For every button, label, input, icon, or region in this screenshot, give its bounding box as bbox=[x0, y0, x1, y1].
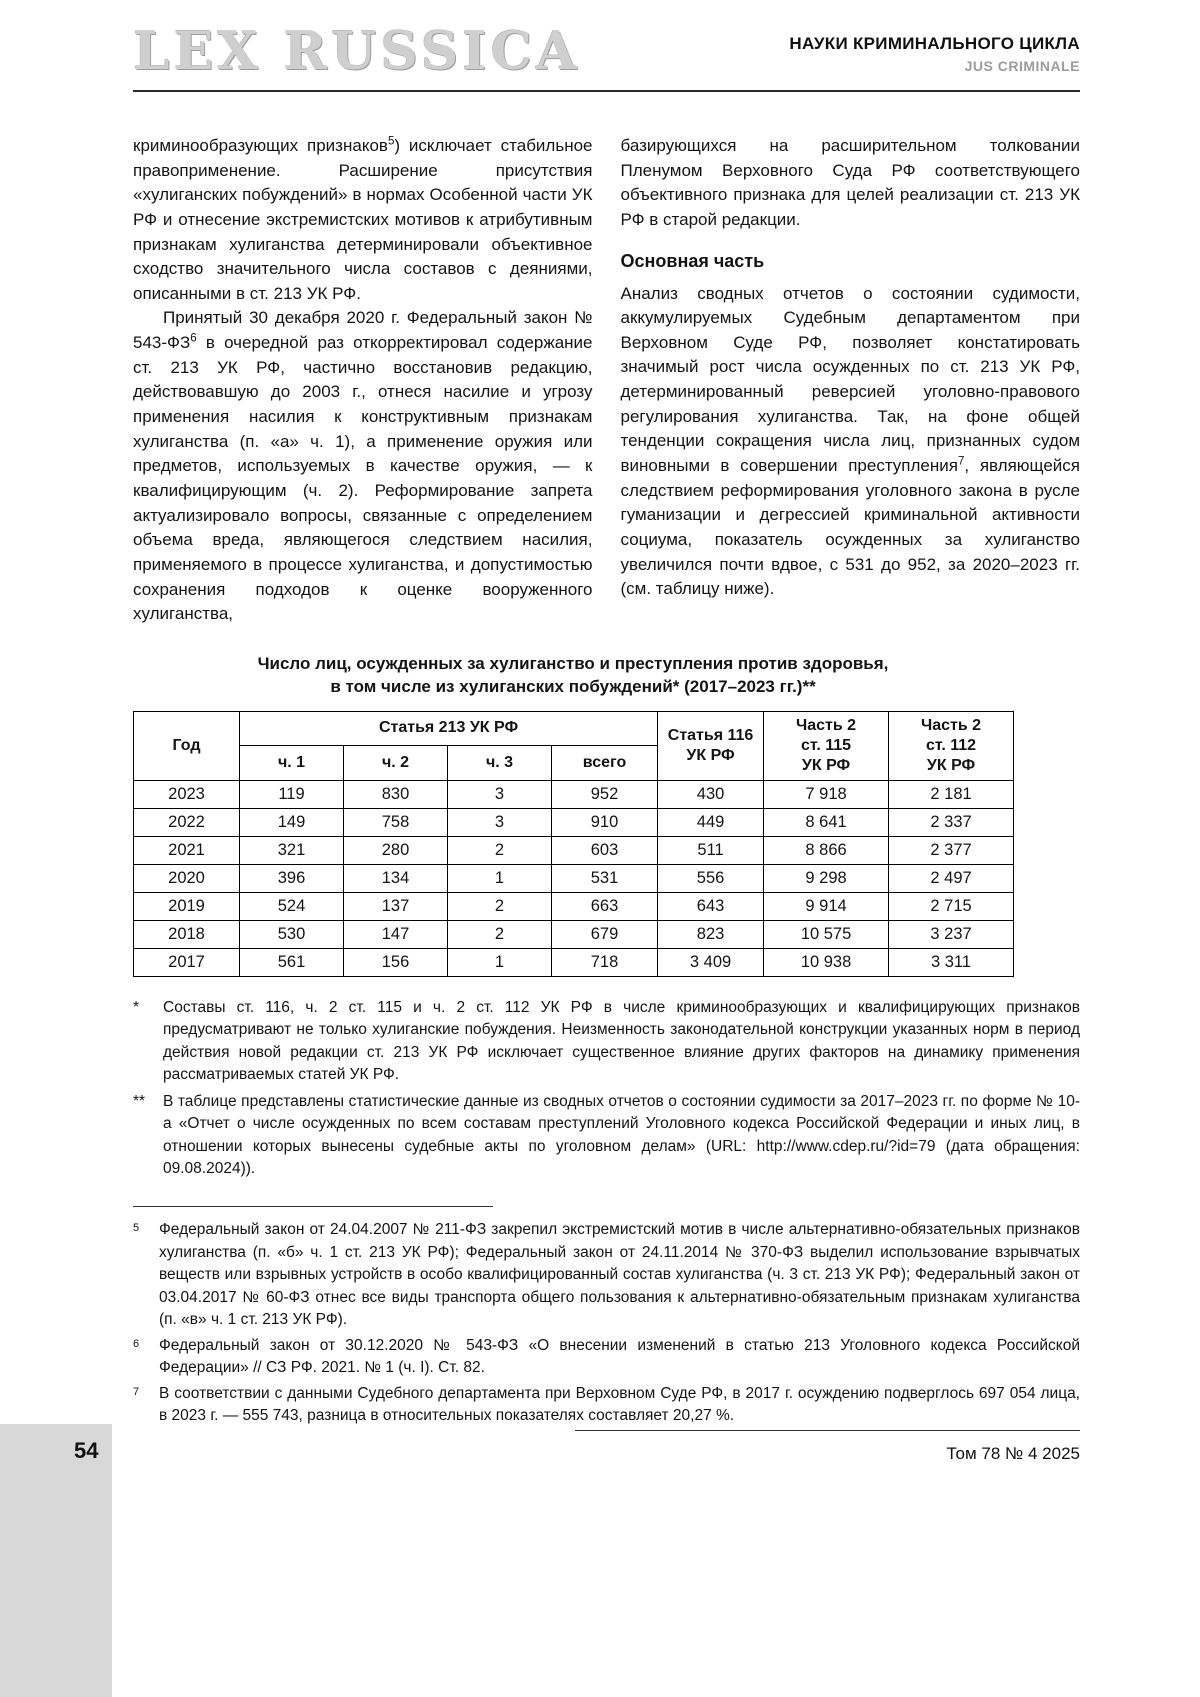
paragraph: Анализ сводных отчетов о состоянии судимости, аккумулируемых Судебным департаментом при Верховном Суде РФ, позволяет констатировать значимый рост числа осужденных по ст. 213 УК РФ, детерминированный реверсией уголовно-правового регулирования хулиганства. Так, на фоне общей тенденции сокращения числа лиц, признанных судом виновными в совершении преступления$^7$, являющейся следствием реформирования уголовного закона в русле гуманизации и дегрессией криминальной активности социума, показатель осужденных за хулиганство увеличился почти вдвое, с 531 до 952, за 2020–2023 гг. (см. таблицу ниже). bbox=[620, 283, 1080, 599]
value-cell: 147 bbox=[344, 920, 448, 948]
note-text: Составы ст. 116, ч. 2 ст. 115 и ч. 2 ст. 112 УК РФ в числе криминообразующих и квалифицирующих признаков предусматривают не только хулиганские побуждения. Неизменность законодательной конструкции указанных норм в период действия новой редакции ст. 213 УК РФ исключает существенное влияние других факторов на динамику применения рассматриваемых статей УК РФ. bbox=[163, 998, 1080, 1084]
value-cell: 511 bbox=[658, 836, 764, 864]
value-cell: 718 bbox=[552, 948, 658, 976]
value-cell: 2 bbox=[448, 892, 552, 920]
footnote bbox=[133, 1219, 1080, 1331]
value-cell: 396 bbox=[240, 864, 344, 892]
footnote-text: Федеральный закон от 24.04.2007 № 211-ФЗ закрепил экстремистский мотив в числе альтернативно-обязательных признаков хулиганства (п. «б» ч. 1 ст. 213 УК РФ); Федеральный закон от 24.11.2014 № 370-ФЗ выделил использование взрывчатых веществ или взрывных устройств в особо квалифицированный состав хулиганства (ч. 3 ст. 213 УК РФ); Федеральный закон от 03.04.2017 № 60-ФЗ отнес все виды транспорта общего пользования к альтернативно-обязательным признакам хулиганства (п. «в» ч. 1 ст. 213 УК РФ). bbox=[159, 1221, 1080, 1329]
note-marker: ** bbox=[133, 1092, 146, 1110]
footer-rule bbox=[575, 1430, 1080, 1431]
value-cell: 3 409 bbox=[658, 948, 764, 976]
footnote-separator bbox=[133, 1206, 493, 1207]
value-cell: 663 bbox=[552, 892, 658, 920]
footnote-text: В соответствии с данными Судебного департамента при Верховном Суде РФ, в 2017 г. осуждению подверглось 697 054 лица, в 2023 г. — 555 743, разница в относительных показателях составляет 20,27 %. bbox=[159, 1384, 1080, 1425]
section-heading: Основная часть bbox=[620, 250, 765, 271]
table-header-part2-112: Часть 2 ст. 112 УК РФ bbox=[889, 711, 1014, 780]
note-marker: * bbox=[133, 998, 140, 1016]
section-title: НАУКИ КРИМИНАЛЬНОГО ЦИКЛА bbox=[789, 34, 1080, 53]
value-cell: 156 bbox=[344, 948, 448, 976]
table-note bbox=[133, 997, 1080, 1087]
table-notes bbox=[133, 997, 1080, 1181]
table-subheader-total: всего bbox=[552, 746, 658, 781]
paragraph: Принятый 30 декабря 2020 г. Федеральный закон № $543-ФЗ^6$ в очередной раз откорректировал содержание ст. 213 УК РФ, частично восстановив редакцию, действовавшую до 2003 г., отнеся насилие и угрозу применения насилия к конструктивным признакам хулиганства (п. «а» ч. 1), а применение оружия или предметов, используемых в качестве оружия, — к квалифицирующим (ч. 2). Реформирование запрета актуализировало вопросы, связанные с определением объема вреда, являющегося следствием насилия, применяемого в процессе хулиганства, и допустимостью сохранения подходов к оценке вооруженного хулиганства, bbox=[133, 308, 593, 624]
page-header bbox=[133, 21, 1080, 82]
value-cell: 556 bbox=[658, 864, 764, 892]
volume-issue: Том 78 № 4 2025 bbox=[946, 1444, 1080, 1463]
year-cell: 2022 bbox=[134, 808, 240, 836]
table-title-line2: в том числе из хулиганских побуждений* (2017–2023 гг.)** bbox=[330, 676, 816, 696]
value-cell: 2 497 bbox=[889, 864, 1014, 892]
value-cell: 561 bbox=[240, 948, 344, 976]
table-note bbox=[133, 1091, 1080, 1181]
value-cell: 910 bbox=[552, 808, 658, 836]
article-column-right bbox=[621, 134, 1081, 627]
value-cell: 8 641 bbox=[764, 808, 889, 836]
header-rule bbox=[133, 90, 1080, 92]
value-cell: 524 bbox=[240, 892, 344, 920]
value-cell: 2 181 bbox=[889, 780, 1014, 808]
value-cell: 10 938 bbox=[764, 948, 889, 976]
value-cell: 2 337 bbox=[889, 808, 1014, 836]
table-header-art116: Статья 116 УК РФ bbox=[658, 711, 764, 780]
value-cell: 823 bbox=[658, 920, 764, 948]
article-body bbox=[133, 134, 1080, 627]
value-cell: 280 bbox=[344, 836, 448, 864]
value-cell: 149 bbox=[240, 808, 344, 836]
value-cell: 3 bbox=[448, 808, 552, 836]
value-cell: 643 bbox=[658, 892, 764, 920]
value-cell: 430 bbox=[658, 780, 764, 808]
footnote bbox=[133, 1383, 1080, 1428]
value-cell: 7 918 bbox=[764, 780, 889, 808]
value-cell: 3 311 bbox=[889, 948, 1014, 976]
value-cell: 3 237 bbox=[889, 920, 1014, 948]
value-cell: 2 bbox=[448, 920, 552, 948]
table-head bbox=[134, 711, 1014, 780]
statistics-table bbox=[133, 711, 1014, 977]
table-row bbox=[134, 836, 1014, 864]
table-header-year: Год bbox=[134, 711, 240, 780]
value-cell: 830 bbox=[344, 780, 448, 808]
year-cell: 2020 bbox=[134, 864, 240, 892]
table-header-part2-115: Часть 2 ст. 115 УК РФ bbox=[764, 711, 889, 780]
section-header bbox=[789, 26, 1080, 74]
table-row bbox=[134, 780, 1014, 808]
article-column-left bbox=[133, 134, 593, 627]
table-body bbox=[134, 780, 1014, 976]
table-row bbox=[134, 948, 1014, 976]
table-row bbox=[134, 864, 1014, 892]
value-cell: 531 bbox=[552, 864, 658, 892]
table-subheader-ch1: ч. 1 bbox=[240, 746, 344, 781]
value-cell: 952 bbox=[552, 780, 658, 808]
table-subheader-ch3: ч. 3 bbox=[448, 746, 552, 781]
value-cell: 8 866 bbox=[764, 836, 889, 864]
table-row bbox=[134, 892, 1014, 920]
value-cell: 134 bbox=[344, 864, 448, 892]
journal-logo: LEX RUSSICA bbox=[133, 21, 581, 82]
table-header-art213: Статья 213 УК РФ bbox=[240, 711, 658, 746]
table-row bbox=[134, 808, 1014, 836]
value-cell: 321 bbox=[240, 836, 344, 864]
value-cell: 119 bbox=[240, 780, 344, 808]
footnote-text: Федеральный закон от 30.12.2020 № 543-ФЗ «О внесении изменений в статью 213 Уголовного кодекса Российской Федерации» // СЗ РФ. 2021. № 1 (ч. I). Ст. 82. bbox=[159, 1336, 1080, 1377]
table-title bbox=[133, 653, 1013, 699]
value-cell: 758 bbox=[344, 808, 448, 836]
footnote-marker: 6 bbox=[133, 1337, 140, 1350]
page-number: 54 bbox=[74, 1438, 99, 1463]
value-cell: 679 bbox=[552, 920, 658, 948]
table-row bbox=[134, 920, 1014, 948]
paragraph: базирующихся на расширительном толковании Пленумом Верховного Суда РФ соответствующего объективного признака для целей реализации ст. 213 УК РФ в старой редакции. bbox=[620, 136, 1080, 229]
footnote-marker: 7 bbox=[133, 1385, 140, 1398]
note-text: В таблице представлены статистические данные из сводных отчетов о состоянии судимости за 2017–2023 гг. по форме № 10-а «Отчет о числе осужденных по всем составам преступлений Уголовного кодекса Российской Федерации и иных лиц, в отношении которых вынесены судебные акты по уголовном делам» (URL: http://www.cdep.ru/?id=79 (дата обращения: 09.08.2024)). bbox=[163, 1092, 1080, 1177]
value-cell: 3 bbox=[448, 780, 552, 808]
year-cell: 2023 bbox=[134, 780, 240, 808]
footnotes bbox=[133, 1219, 1080, 1427]
year-cell: 2017 bbox=[134, 948, 240, 976]
value-cell: 2 bbox=[448, 836, 552, 864]
value-cell: 603 bbox=[552, 836, 658, 864]
page-number-strip bbox=[0, 1424, 112, 1697]
value-cell: 1 bbox=[448, 864, 552, 892]
year-cell: 2021 bbox=[134, 836, 240, 864]
value-cell: 1 bbox=[448, 948, 552, 976]
value-cell: 137 bbox=[344, 892, 448, 920]
footnote bbox=[133, 1335, 1080, 1380]
statistics-table-block bbox=[133, 653, 1013, 977]
value-cell: 530 bbox=[240, 920, 344, 948]
table-title-line1: Число лиц, осужденных за хулиганство и преступления против здоровья, bbox=[257, 653, 889, 673]
section-subtitle: JUS CRIMINALE bbox=[964, 58, 1080, 74]
value-cell: 10 575 bbox=[764, 920, 889, 948]
year-cell: 2019 bbox=[134, 892, 240, 920]
paragraph: криминообразующих признаков$^5$) исключает стабильное правоприменение. Расширение присутствия «хулиганских побуждений» в нормах Особенной части УК РФ и отнесение экстремистских мотивов к атрибутивным признакам хулиганства детерминировали объективное сходство значительного числа составов с деяниями, описанными в ст. 213 УК РФ. bbox=[133, 135, 593, 303]
footnote-marker: 5 bbox=[133, 1222, 140, 1235]
table-subheader-ch2: ч. 2 bbox=[344, 746, 448, 781]
value-cell: 9 298 bbox=[764, 864, 889, 892]
value-cell: 449 bbox=[658, 808, 764, 836]
value-cell: 2 715 bbox=[889, 892, 1014, 920]
value-cell: 9 914 bbox=[764, 892, 889, 920]
value-cell: 2 377 bbox=[889, 836, 1014, 864]
year-cell: 2018 bbox=[134, 920, 240, 948]
